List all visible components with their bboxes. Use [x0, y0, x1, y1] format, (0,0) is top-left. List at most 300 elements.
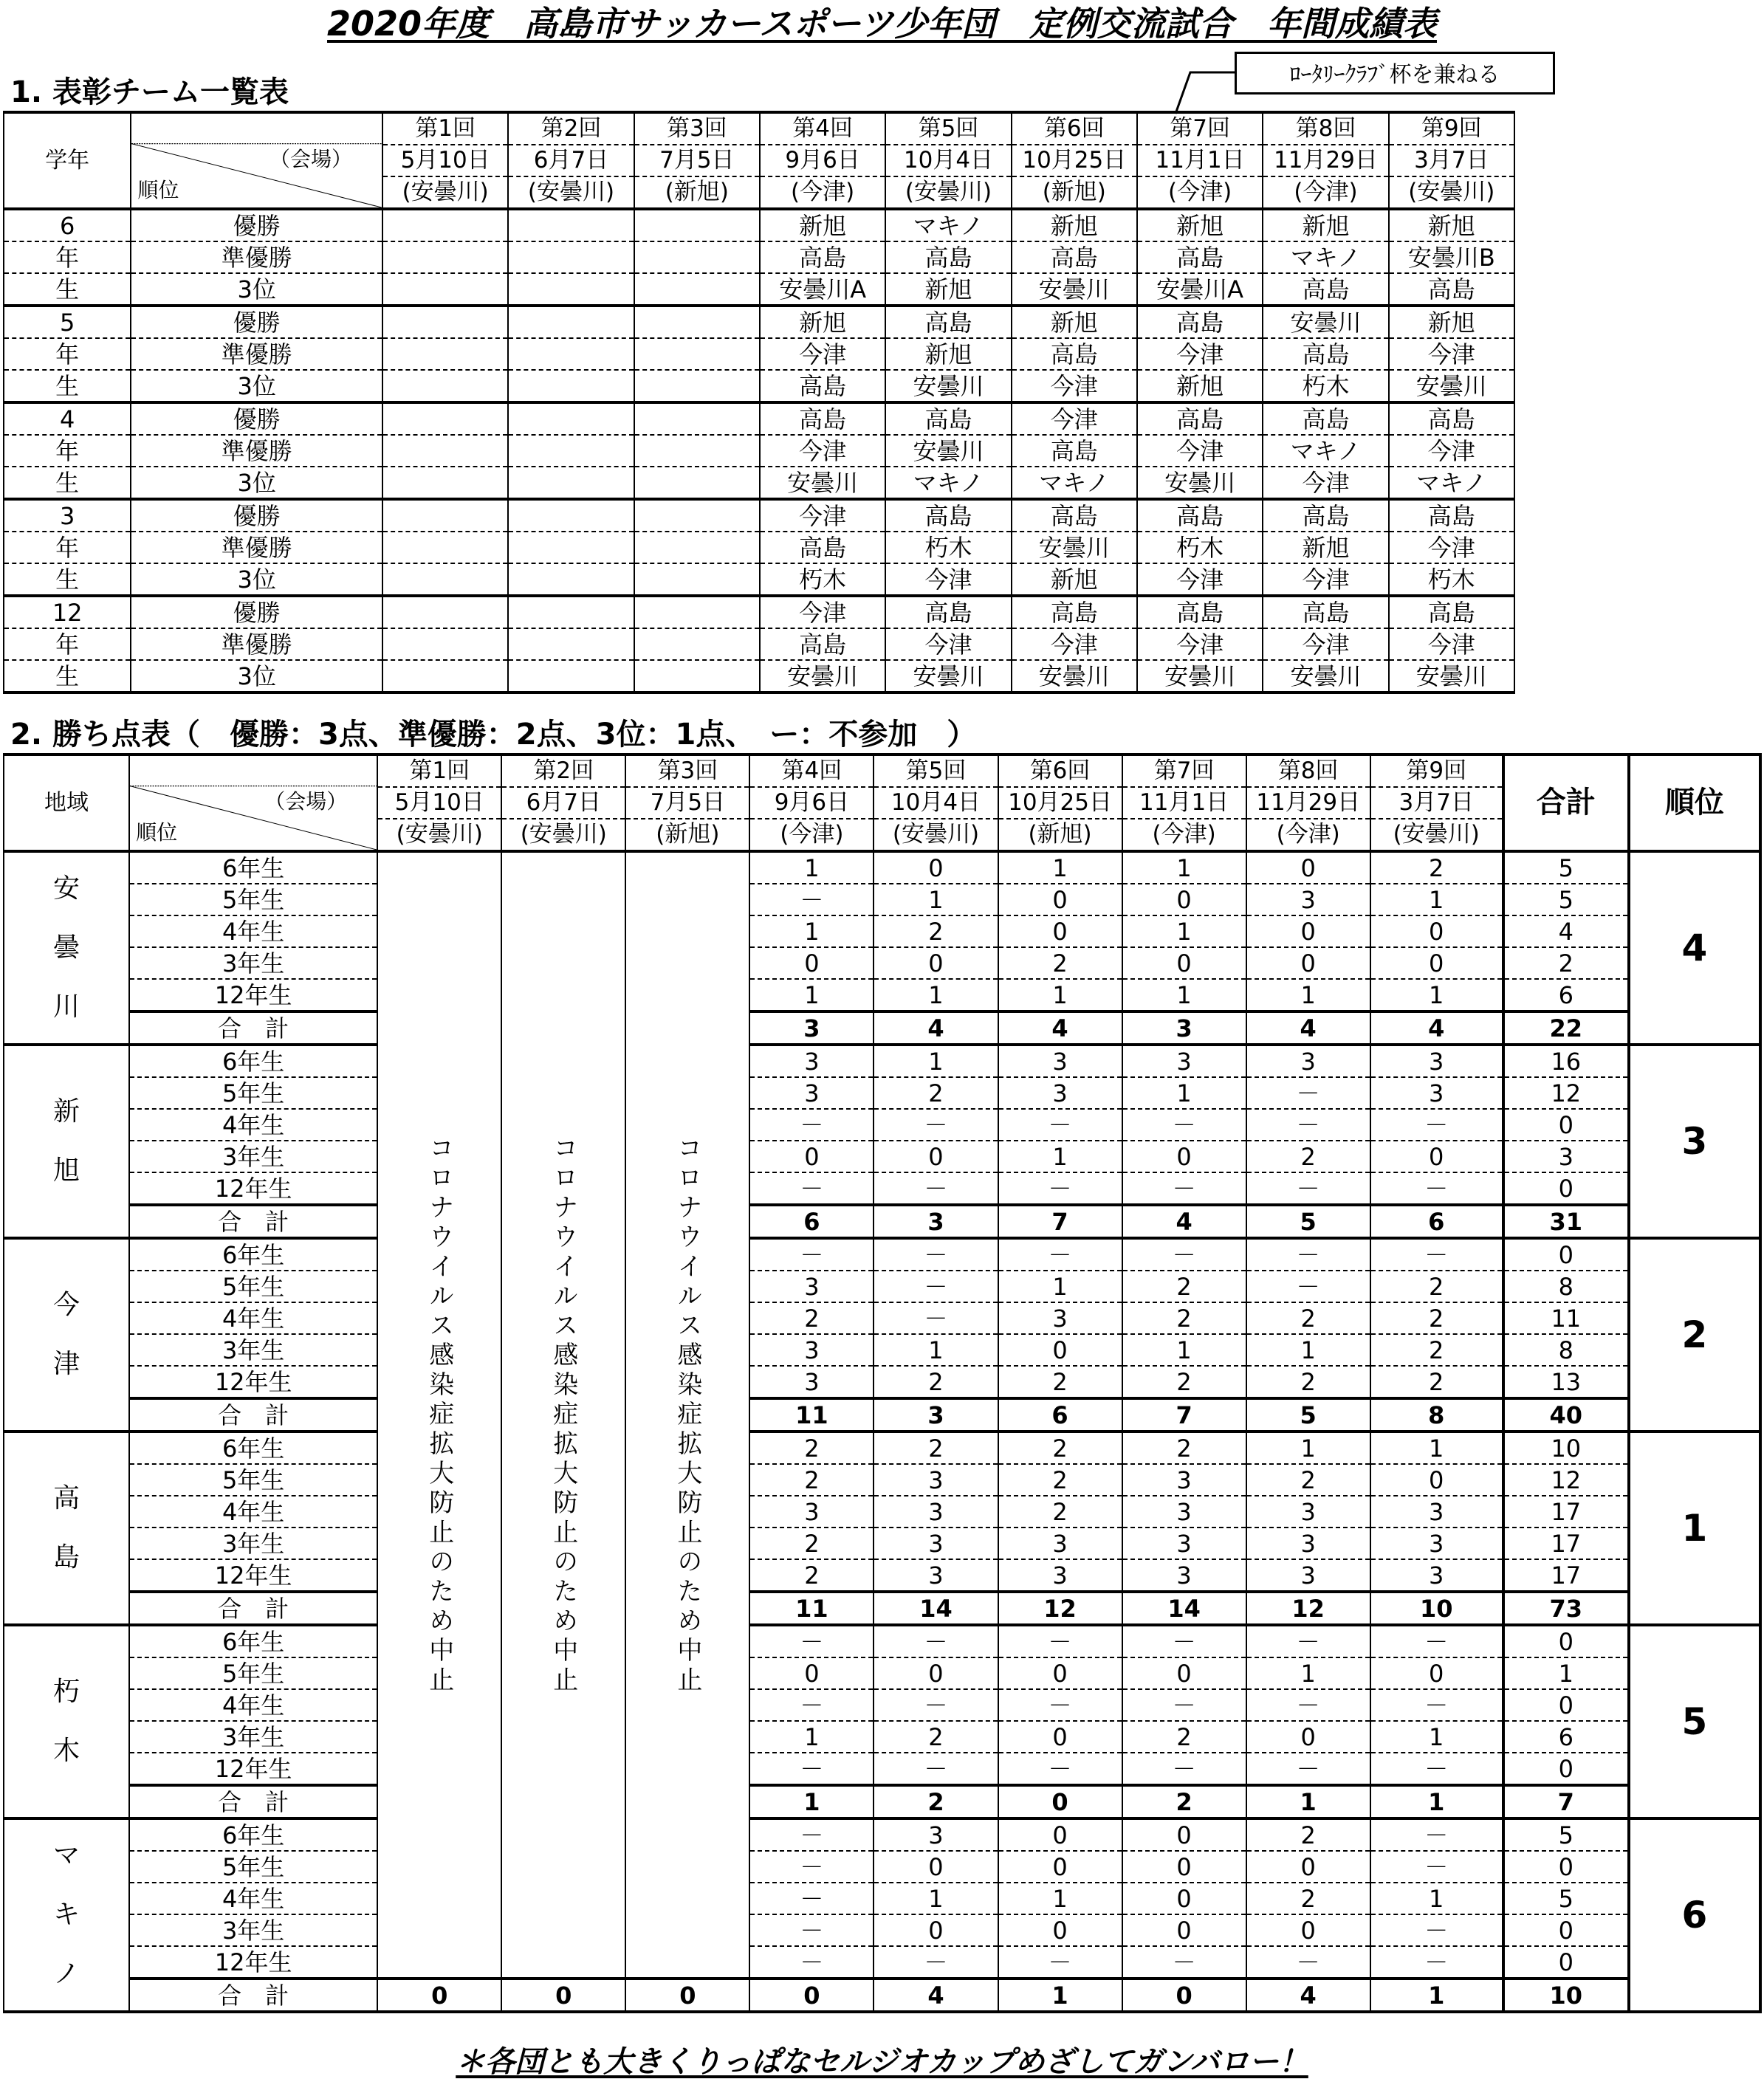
round-venue: (新旭): [998, 819, 1122, 851]
award-team: 今津: [885, 628, 1011, 660]
points-value: 2: [1370, 1334, 1503, 1366]
points-value: 1: [749, 851, 874, 884]
region-name-char: 朽: [53, 1677, 80, 1707]
round-date: 6月7日: [501, 787, 625, 819]
grade-label: 4年生: [129, 1883, 377, 1914]
sum-value: 1: [998, 1979, 1122, 2012]
row-total: 5: [1503, 851, 1629, 884]
rank-label: 順位: [137, 178, 179, 202]
points-value: 2: [998, 1464, 1122, 1496]
cancelled-round: [501, 851, 625, 1979]
region-name-char: 川: [53, 992, 80, 1022]
round-venue: (安曇川): [874, 819, 998, 851]
points-value: －: [998, 1753, 1122, 1785]
region-name-char: 曇: [53, 932, 80, 963]
points-value: 3: [1122, 1528, 1246, 1559]
award-team: マキノ: [885, 209, 1011, 241]
region-name-char: 新: [53, 1096, 80, 1127]
points-value: 3: [1246, 1559, 1370, 1592]
grade-label: 4年生: [129, 1496, 377, 1528]
grade-label: 4: [4, 402, 131, 435]
sum-total: 40: [1503, 1398, 1629, 1432]
points-value: 3: [1370, 1496, 1503, 1528]
award-team: 新旭: [1389, 209, 1514, 241]
row-total: 0: [1503, 1625, 1629, 1657]
points-value: 3: [1370, 1559, 1503, 1592]
points-value: 3: [874, 1559, 998, 1592]
round-header: 第5回: [874, 755, 998, 787]
points-value: 2: [998, 1366, 1122, 1398]
points-value: 0: [998, 1851, 1122, 1883]
award-team: [382, 596, 508, 628]
points-value: 1: [1370, 1883, 1503, 1914]
sum-total: 31: [1503, 1205, 1629, 1238]
region-name-char: 安: [53, 873, 80, 904]
award-team: 新旭: [1137, 209, 1263, 241]
grade-label: 生: [4, 467, 131, 499]
grade-label: 12年生: [129, 979, 377, 1011]
points-value: －: [749, 1625, 874, 1657]
award-team: マキノ: [1012, 467, 1137, 499]
award-team: マキノ: [885, 467, 1011, 499]
grade-label: 12年生: [129, 1172, 377, 1205]
points-value: 0: [874, 851, 998, 884]
points-row: [4, 1271, 1760, 1302]
sum-label: 合 計: [129, 1592, 377, 1625]
points-value: －: [874, 1271, 998, 1302]
award-team: 今津: [1263, 628, 1388, 660]
grade-label: 3年生: [129, 1721, 377, 1753]
round-date: 10月4日: [885, 145, 1011, 176]
sum-value: 0: [625, 1979, 749, 2012]
award-team: [382, 499, 508, 532]
award-team: 安曇川: [1012, 660, 1137, 693]
grade-label: 12年生: [129, 1366, 377, 1398]
points-value: －: [874, 1302, 998, 1334]
points-value: 3: [998, 1528, 1122, 1559]
row-total: 8: [1503, 1271, 1629, 1302]
sum-label: 合 計: [129, 1011, 377, 1045]
points-row: [4, 1334, 1760, 1366]
round-header: 第4回: [749, 755, 874, 787]
points-value: 2: [874, 1721, 998, 1753]
region-rank: 3: [1629, 1045, 1760, 1238]
sum-value: 0: [1122, 1979, 1246, 2012]
award-team: 新旭: [760, 306, 885, 338]
award-team: 朽木: [1137, 532, 1263, 563]
region-rank: 1: [1629, 1432, 1760, 1625]
sum-value: 6: [1370, 1205, 1503, 1238]
award-team: 安曇川: [885, 370, 1011, 402]
grade-label: 12年生: [129, 1753, 377, 1785]
points-value: 3: [874, 1496, 998, 1528]
award-team: [634, 338, 760, 370]
award-team: 安曇川: [1263, 660, 1388, 693]
points-row: [4, 1238, 1760, 1271]
cancelled-round: [625, 851, 749, 1979]
points-row: [4, 947, 1760, 979]
points-value: －: [1246, 1271, 1370, 1302]
points-row: [4, 1689, 1760, 1721]
round-venue: (安曇川): [508, 176, 634, 209]
round-header: 第5回: [885, 112, 1011, 145]
sum-value: 0: [749, 1979, 874, 2012]
award-team: 新旭: [1012, 306, 1137, 338]
points-value: 1: [1246, 1334, 1370, 1366]
award-team: 高島: [760, 370, 885, 402]
grade-label: 生: [4, 660, 131, 693]
points-row: [4, 1657, 1760, 1689]
points-row: [4, 1559, 1760, 1592]
sum-row: [4, 1979, 1760, 2012]
sum-value: 5: [1246, 1398, 1370, 1432]
round-date: 10月25日: [1012, 145, 1137, 176]
points-value: 2: [1370, 1302, 1503, 1334]
points-row: [4, 1721, 1760, 1753]
round-venue: (安曇川): [885, 176, 1011, 209]
points-value: 2: [1370, 1271, 1503, 1302]
grade-label: 6年生: [129, 1238, 377, 1271]
points-value: 0: [1370, 915, 1503, 947]
rank-name: 3位: [131, 273, 382, 306]
award-team: 高島: [1137, 596, 1263, 628]
points-value: 2: [874, 1077, 998, 1109]
cancelled-round: [377, 851, 501, 1979]
award-team: [508, 532, 634, 563]
round-venue: (今津): [1122, 819, 1246, 851]
award-team: 朽木: [760, 563, 885, 596]
sum-value: 0: [501, 1979, 625, 2012]
points-value: －: [1122, 1753, 1246, 1785]
round-venue: (安曇川): [1389, 176, 1514, 209]
round-header: 第3回: [634, 112, 760, 145]
points-value: 0: [749, 1657, 874, 1689]
round-date: 3月7日: [1389, 145, 1514, 176]
points-value: 0: [1122, 884, 1246, 915]
points-value: 1: [998, 1883, 1122, 1914]
round-date: 5月10日: [377, 787, 501, 819]
award-team: 高島: [1389, 499, 1514, 532]
award-row: [4, 628, 1514, 660]
award-team: [634, 370, 760, 402]
row-total: 0: [1503, 1914, 1629, 1946]
points-value: 1: [1122, 915, 1246, 947]
sum-value: 12: [998, 1592, 1122, 1625]
award-team: [634, 499, 760, 532]
points-value: －: [874, 1689, 998, 1721]
points-value: 1: [1370, 1721, 1503, 1753]
points-value: 2: [749, 1302, 874, 1334]
award-team: 新旭: [1263, 209, 1388, 241]
points-value: 0: [1246, 1851, 1370, 1883]
points-value: 3: [1246, 884, 1370, 915]
points-value: －: [1370, 1172, 1503, 1205]
points-value: 0: [998, 1818, 1122, 1851]
points-value: －: [998, 1109, 1122, 1141]
award-row: [4, 499, 1514, 532]
award-team: [508, 467, 634, 499]
points-value: 2: [998, 947, 1122, 979]
award-team: 高島: [1389, 402, 1514, 435]
region-rank: 4: [1629, 851, 1760, 1045]
sum-value: 7: [998, 1205, 1122, 1238]
row-total: 4: [1503, 915, 1629, 947]
award-team: [382, 467, 508, 499]
award-team: マキノ: [1389, 467, 1514, 499]
region-name: [4, 851, 129, 1045]
award-team: 安曇川: [885, 660, 1011, 693]
sum-value: 6: [749, 1205, 874, 1238]
points-value: 3: [998, 1559, 1122, 1592]
award-team: 新旭: [1263, 532, 1388, 563]
grade-label: 12年生: [129, 1946, 377, 1979]
points-value: －: [1122, 1109, 1246, 1141]
points-value: －: [998, 1946, 1122, 1979]
points-row: [4, 979, 1760, 1011]
sum-total: 10: [1503, 1979, 1629, 2012]
points-value: 0: [1246, 915, 1370, 947]
award-row: [4, 338, 1514, 370]
total-header: 合計: [1503, 755, 1629, 851]
grade-label: 年: [4, 241, 131, 273]
grade-header: 学年: [4, 112, 131, 209]
points-value: 1: [1370, 979, 1503, 1011]
points-value: 3: [749, 1077, 874, 1109]
cancel-note: コロナウイルス感染症拡大防止のため中止: [672, 1134, 702, 1696]
points-value: 3: [749, 1271, 874, 1302]
round-date: 6月7日: [508, 145, 634, 176]
sum-row: [4, 1205, 1760, 1238]
section2-heading: 2. 勝ち点表（ 優勝：3点、準優勝：2点、3位：1点、 ー：不参加 ）: [10, 718, 977, 752]
points-row: [4, 1366, 1760, 1398]
round-header: 第8回: [1246, 755, 1370, 787]
award-team: 高島: [1389, 273, 1514, 306]
award-team: 安曇川: [1389, 660, 1514, 693]
grade-label: 5年生: [129, 1077, 377, 1109]
award-row: [4, 467, 1514, 499]
points-row: [4, 1109, 1760, 1141]
award-team: 今津: [1389, 435, 1514, 467]
row-total: 6: [1503, 979, 1629, 1011]
region-rank: 2: [1629, 1238, 1760, 1432]
award-team: [634, 435, 760, 467]
points-value: 0: [998, 915, 1122, 947]
points-value: 3: [749, 1334, 874, 1366]
award-team: [634, 563, 760, 596]
round-venue: (安曇川): [377, 819, 501, 851]
award-team: [634, 467, 760, 499]
grade-label: 年: [4, 338, 131, 370]
row-total: 1: [1503, 1657, 1629, 1689]
award-team: 今津: [760, 338, 885, 370]
points-value: 0: [998, 884, 1122, 915]
points-value: 2: [749, 1559, 874, 1592]
sum-value: 14: [874, 1592, 998, 1625]
points-value: 0: [998, 1334, 1122, 1366]
round-venue: (今津): [1246, 819, 1370, 851]
award-team: 高島: [760, 628, 885, 660]
round-header: 第4回: [760, 112, 885, 145]
points-value: 1: [874, 1045, 998, 1077]
award-team: 高島: [1137, 499, 1263, 532]
award-team: [508, 241, 634, 273]
points-value: 1: [1122, 1077, 1246, 1109]
row-total: 5: [1503, 884, 1629, 915]
points-value: 3: [1370, 1045, 1503, 1077]
award-team: 高島: [1012, 338, 1137, 370]
award-team: [382, 563, 508, 596]
points-value: 0: [1246, 851, 1370, 884]
points-value: 3: [1122, 1045, 1246, 1077]
award-team: 今津: [1012, 370, 1137, 402]
grade-label: 5年生: [129, 884, 377, 915]
sum-value: 0: [377, 1979, 501, 2012]
award-team: [508, 596, 634, 628]
award-team: [634, 532, 760, 563]
points-value: －: [874, 1625, 998, 1657]
round-header: 第6回: [1012, 112, 1137, 145]
points-row: [4, 1625, 1760, 1657]
award-team: [634, 241, 760, 273]
award-team: 高島: [1263, 338, 1388, 370]
award-row: [4, 241, 1514, 273]
award-row: [4, 273, 1514, 306]
points-value: 2: [874, 1432, 998, 1464]
grade-label: 年: [4, 628, 131, 660]
rank-name: 3位: [131, 563, 382, 596]
row-total: 5: [1503, 1818, 1629, 1851]
sum-label: 合 計: [129, 1979, 377, 2012]
round-header: 第9回: [1370, 755, 1503, 787]
award-team: [508, 402, 634, 435]
award-team: 安曇川: [885, 435, 1011, 467]
points-table: [3, 753, 1762, 2013]
award-team: 今津: [1137, 628, 1263, 660]
points-value: 1: [749, 915, 874, 947]
points-value: 3: [1246, 1045, 1370, 1077]
sum-value: 8: [1370, 1398, 1503, 1432]
award-team: 新旭: [1389, 306, 1514, 338]
round-date: 11月1日: [1137, 145, 1263, 176]
sum-total: 22: [1503, 1011, 1629, 1045]
points-row: [4, 1753, 1760, 1785]
rotary-note: ﾛｰﾀﾘｰｸﾗﾌﾞ杯を兼ねる: [1235, 52, 1555, 94]
award-team: 高島: [1137, 241, 1263, 273]
venue-label: （会場）: [264, 789, 348, 814]
sum-value: 3: [874, 1398, 998, 1432]
sum-value: 1: [1370, 1785, 1503, 1818]
points-row: [4, 915, 1760, 947]
row-total: 0: [1503, 1238, 1629, 1271]
points-value: －: [1122, 1238, 1246, 1271]
points-value: 0: [874, 947, 998, 979]
award-team: [508, 660, 634, 693]
award-team: [508, 628, 634, 660]
award-team: [382, 532, 508, 563]
points-value: 0: [874, 1914, 998, 1946]
points-value: －: [1370, 1238, 1503, 1271]
points-value: －: [1122, 1946, 1246, 1979]
points-value: －: [749, 884, 874, 915]
grade-label: 6年生: [129, 1818, 377, 1851]
round-header: 第7回: [1137, 112, 1263, 145]
points-value: －: [1370, 1851, 1503, 1883]
points-value: －: [874, 1109, 998, 1141]
round-header: 第1回: [382, 112, 508, 145]
award-team: [508, 273, 634, 306]
round-venue: (今津): [749, 819, 874, 851]
award-team: 高島: [1012, 241, 1137, 273]
row-total: 6: [1503, 1721, 1629, 1753]
grade-label: 4年生: [129, 1302, 377, 1334]
points-value: 1: [1246, 1432, 1370, 1464]
grade-label: 3年生: [129, 1528, 377, 1559]
points-value: 3: [998, 1302, 1122, 1334]
sum-value: 4: [998, 1011, 1122, 1045]
row-total: 0: [1503, 1172, 1629, 1205]
award-row: [4, 563, 1514, 596]
award-team: 安曇川A: [1137, 273, 1263, 306]
rank-label: 順位: [136, 820, 178, 845]
points-value: －: [1370, 1625, 1503, 1657]
award-team: [634, 660, 760, 693]
sum-value: 12: [1246, 1592, 1370, 1625]
sum-value: 6: [998, 1398, 1122, 1432]
award-team: 安曇川: [1012, 532, 1137, 563]
rank-name: 準優勝: [131, 532, 382, 563]
row-total: 0: [1503, 1109, 1629, 1141]
grade-label: 5年生: [129, 1271, 377, 1302]
points-value: 1: [874, 1334, 998, 1366]
award-team: 今津: [1389, 628, 1514, 660]
points-value: －: [749, 1753, 874, 1785]
sum-value: 5: [1246, 1205, 1370, 1238]
rank-name: 優勝: [131, 596, 382, 628]
round-date: 9月6日: [760, 145, 885, 176]
sum-value: 14: [1122, 1592, 1246, 1625]
award-team: 新旭: [885, 338, 1011, 370]
points-value: 1: [998, 851, 1122, 884]
round-date: 7月5日: [634, 145, 760, 176]
points-row: [4, 1818, 1760, 1851]
award-team: [382, 370, 508, 402]
points-value: －: [1246, 1172, 1370, 1205]
grade-label: 3年生: [129, 1141, 377, 1172]
points-value: 0: [1370, 1657, 1503, 1689]
award-team: 今津: [1263, 467, 1388, 499]
region-rank: 6: [1629, 1818, 1760, 2012]
round-header: 第9回: [1389, 112, 1514, 145]
award-team: [508, 435, 634, 467]
sum-value: 1: [1246, 1785, 1370, 1818]
row-total: 0: [1503, 1753, 1629, 1785]
points-value: 0: [1122, 1818, 1246, 1851]
grade-label: 5年生: [129, 1464, 377, 1496]
round-venue: (新旭): [1012, 176, 1137, 209]
award-team: 高島: [1263, 596, 1388, 628]
sum-value: 2: [1122, 1785, 1246, 1818]
sum-row: [4, 1398, 1760, 1432]
points-value: 2: [1246, 1818, 1370, 1851]
round-venue: (安曇川): [382, 176, 508, 209]
points-value: －: [874, 1238, 998, 1271]
round-venue: (今津): [760, 176, 885, 209]
region-name-char: ノ: [53, 1959, 80, 1989]
points-value: －: [1246, 1946, 1370, 1979]
points-value: 3: [1246, 1528, 1370, 1559]
award-row: [4, 402, 1514, 435]
award-row: [4, 435, 1514, 467]
